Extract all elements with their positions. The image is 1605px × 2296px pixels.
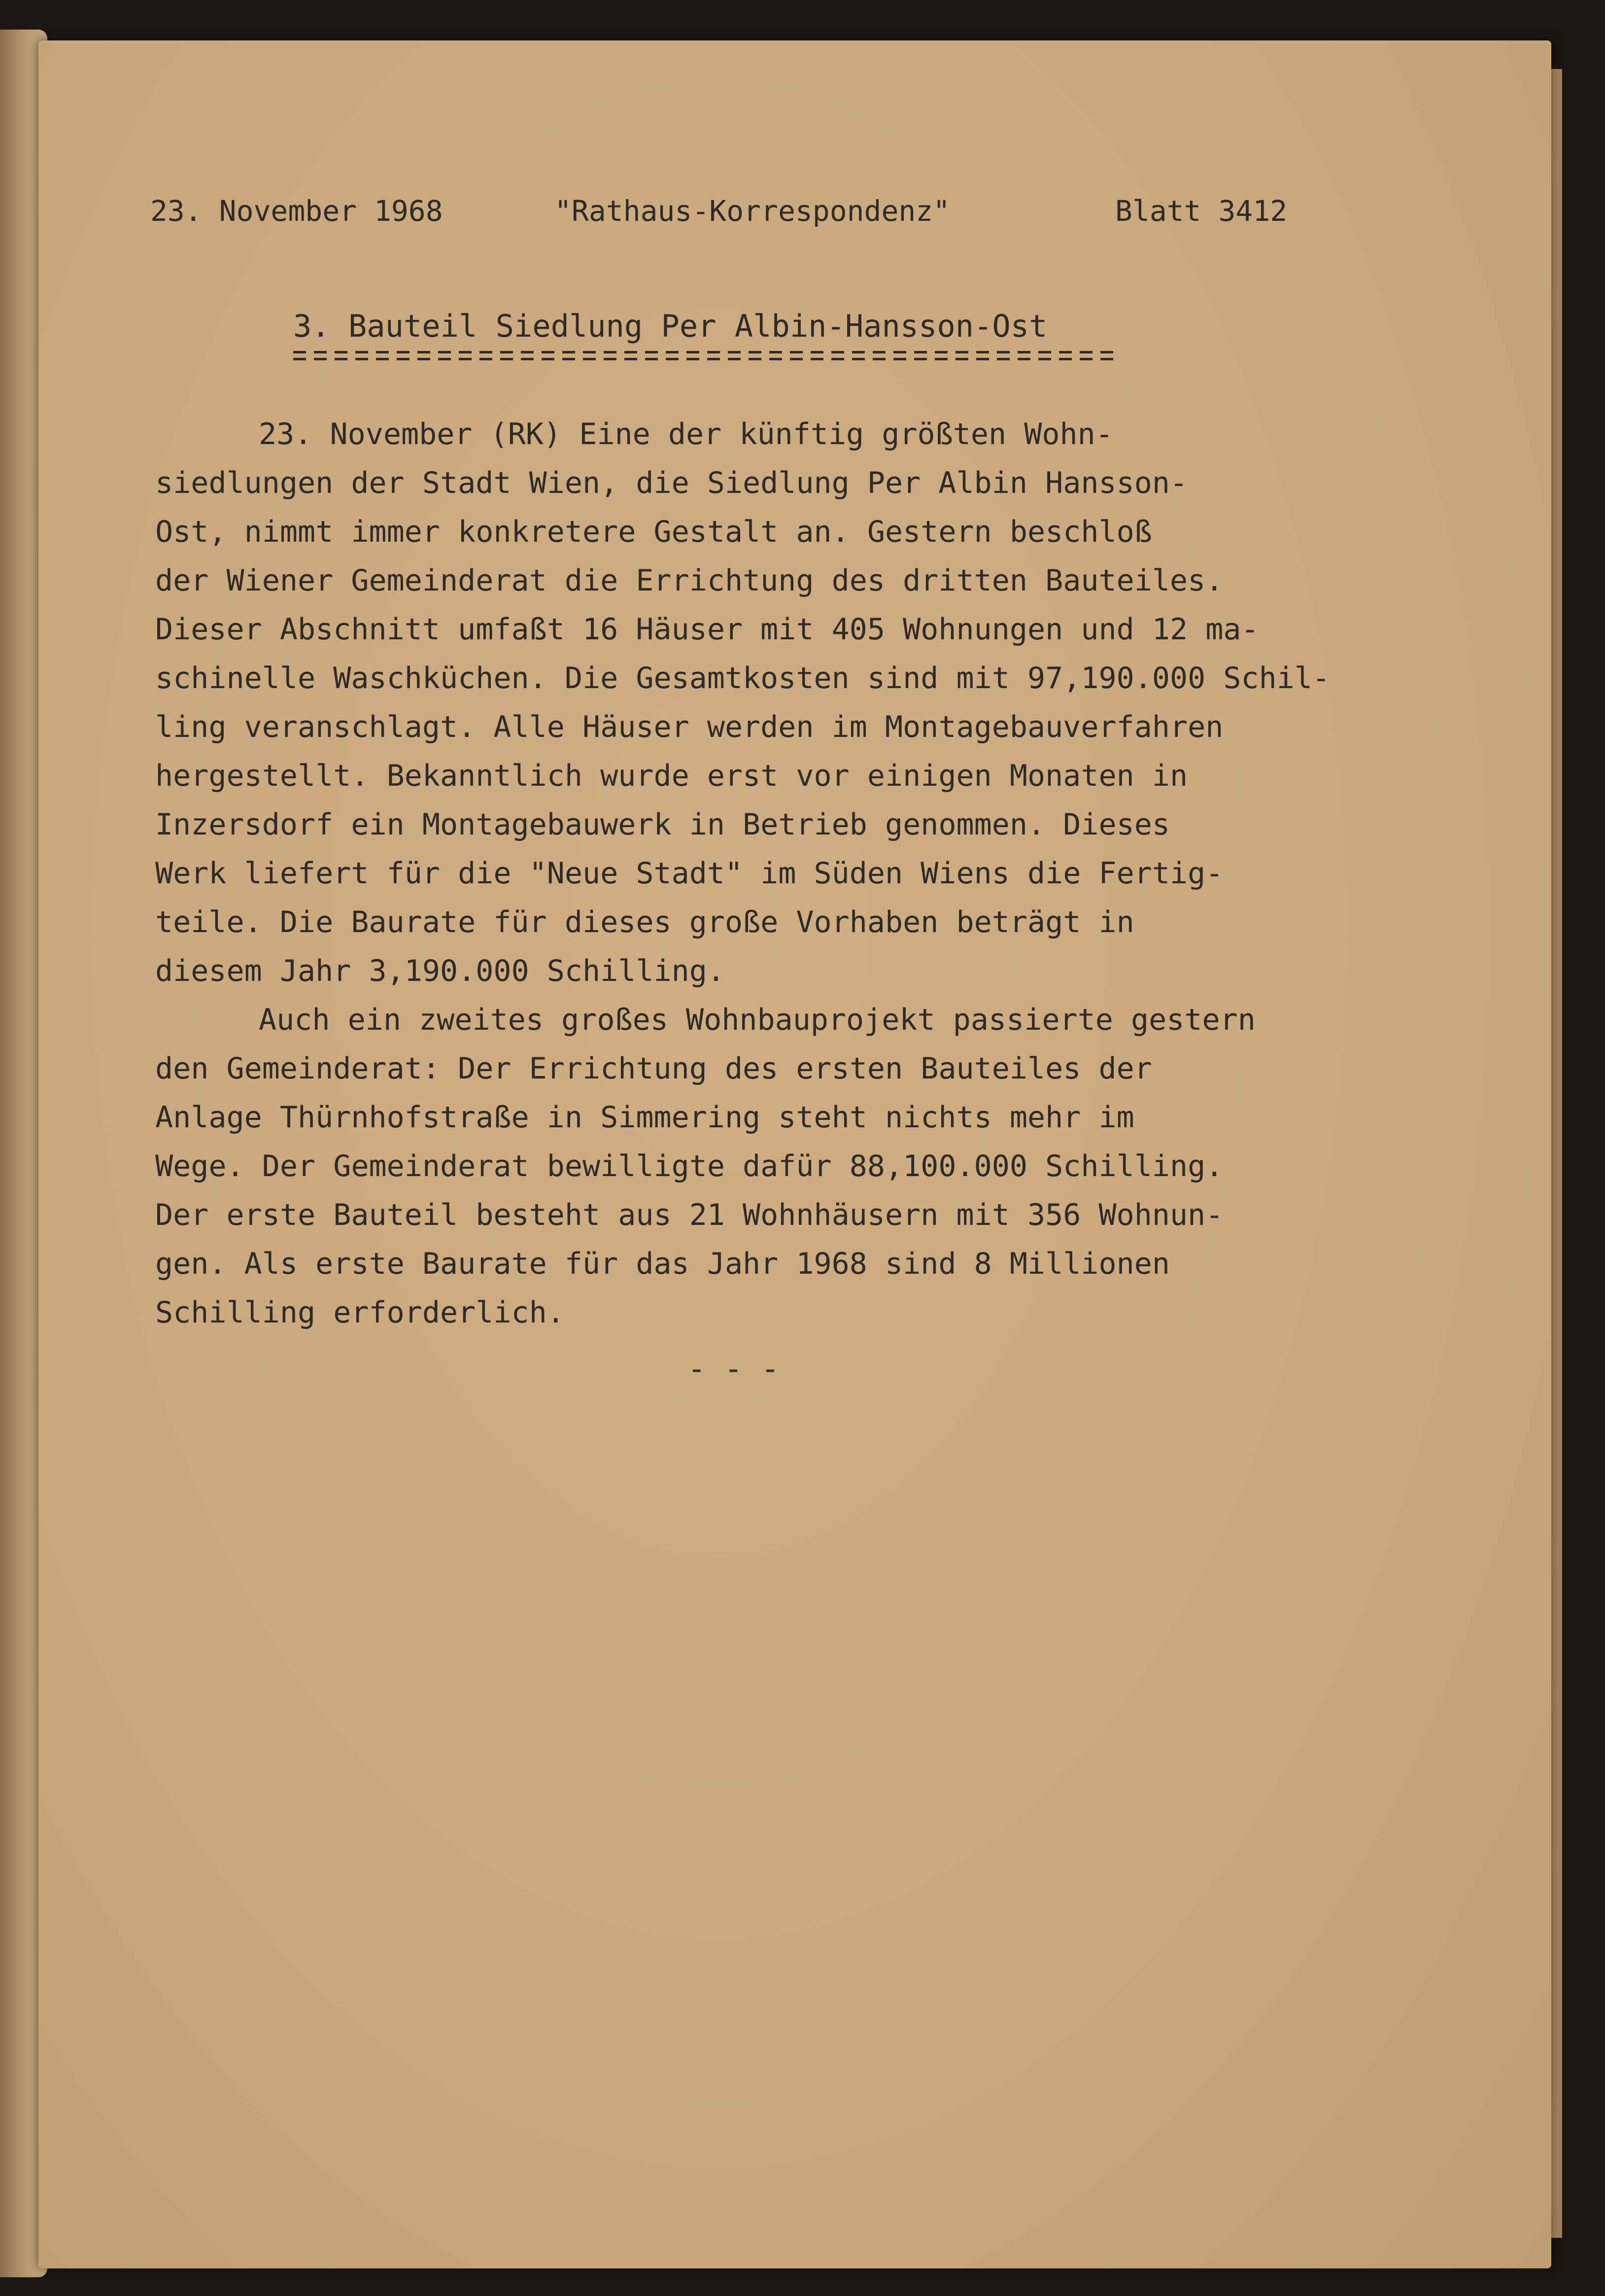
- text-line: schinelle Waschküchen. Die Gesamtkosten sind mit 97,190.000 Schil-: [155, 661, 1331, 696]
- text-line: Wege. Der Gemeinderat bewilligte dafür 88,100.000 Schilling.: [155, 1149, 1224, 1183]
- header-publication: "Rathaus-Korrespondenz": [554, 194, 951, 228]
- text-line: Auch ein zweites großes Wohnbauprojekt passierte gestern: [259, 1003, 1256, 1037]
- text-line: teile. Die Baurate für dieses große Vorhaben beträgt in: [155, 905, 1134, 939]
- text-line: gen. Als erste Baurate für das Jahr 1968 sind 8 Millionen: [155, 1247, 1170, 1281]
- text-line: hergestellt. Bekanntlich wurde erst vor einigen Monaten in: [155, 759, 1188, 793]
- header-sheet-number: Blatt 3412: [1115, 194, 1288, 228]
- text-line: Werk liefert für die "Neue Stadt" im Süden Wiens die Fertig-: [155, 856, 1224, 891]
- text-line: ling veranschlagt. Alle Häuser werden im Montagebauverfahren: [155, 710, 1224, 744]
- title-double-underline: [293, 351, 1116, 362]
- text-line: den Gemeinderat: Der Errichtung des ersten Bauteiles der: [155, 1051, 1152, 1086]
- article-body: [155, 410, 1466, 1337]
- text-line: der Wiener Gemeinderat die Errichtung des dritten Bauteiles.: [155, 563, 1224, 598]
- text-line: Dieser Abschnitt umfaßt 16 Häuser mit 405 Wohnungen und 12 ma-: [155, 612, 1259, 647]
- text-line: 23. November (RK) Eine der künftig größten Wohn-: [259, 417, 1113, 452]
- text-line: Ost, nimmt immer konkretere Gestalt an. Gestern beschloß: [155, 515, 1152, 549]
- text-line: Der erste Bauteil besteht aus 21 Wohnhäusern mit 356 Wohnun-: [155, 1198, 1224, 1232]
- text-line: Inzersdorf ein Montagebauwerk in Betrieb genommen. Dieses: [155, 807, 1170, 842]
- text-line: Anlage Thürnhofstraße in Simmering steht nichts mehr im: [155, 1100, 1134, 1135]
- page-header: [150, 191, 1363, 231]
- article-title: 3. Bauteil Siedlung Per Albin-Hansson-Ost: [293, 308, 1048, 344]
- text-line: diesem Jahr 3,190.000 Schilling.: [155, 954, 725, 988]
- header-date: 23. November 1968: [150, 194, 443, 228]
- text-line: Schilling erforderlich.: [155, 1295, 565, 1330]
- text-line: siedlungen der Stadt Wien, die Siedlung Per Albin Hansson-: [155, 466, 1188, 500]
- end-of-article-mark: - - -: [687, 1351, 780, 1387]
